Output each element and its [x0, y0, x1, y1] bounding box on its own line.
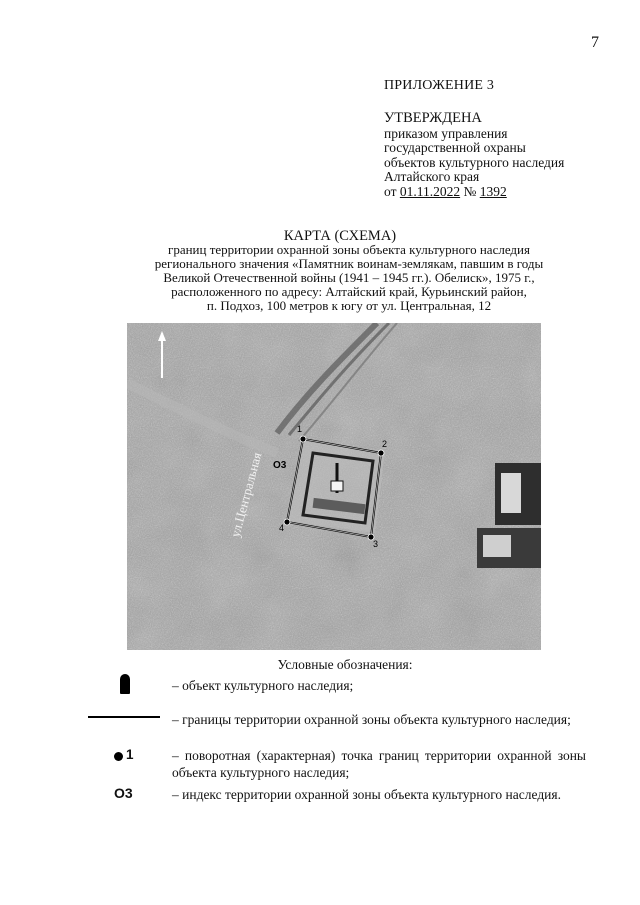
approval-line-3: объектов культурного наследия [384, 154, 565, 170]
subtitle-line-2: регионального значения «Памятник воинам-землякам, павшим в годы [154, 256, 544, 271]
turning-point-1 [300, 436, 306, 442]
point-label-2: 2 [382, 439, 388, 449]
approval-block [384, 111, 564, 199]
approval-line-4: Алтайского края [384, 169, 480, 184]
document-title: КАРТА (СХЕМА) [283, 228, 397, 244]
satellite-map [127, 323, 541, 650]
approval-date: 01.11.2022 [399, 183, 461, 199]
subtitle-line-3: Великой Отечественной войны (1941 – 1945 гг.). Обелиск», 1975 г., [163, 270, 535, 285]
appendix-label: ПРИЛОЖЕНИЕ 3 [384, 78, 495, 93]
monument-base [331, 481, 343, 491]
street-label: ул.Центральная [227, 450, 265, 539]
approval-date-line [384, 185, 564, 200]
legend-item-object: – объект культурного наследия; [172, 678, 354, 693]
zone-index-symbol: О3 [114, 785, 133, 801]
subtitle-line-1: границ территории охранной зоны объекта культурного наследия [167, 242, 530, 257]
point-label-4: 4 [279, 523, 285, 533]
number-label: № [463, 183, 477, 199]
document-subtitle [118, 243, 580, 313]
point-label-1: 1 [297, 424, 303, 434]
subtitle-line-5: п. Подхоз, 100 метров к югу от ул. Центральная, 12 [206, 298, 492, 313]
turning-point-4 [284, 519, 290, 525]
legend-title: Условные обозначения: [277, 657, 413, 672]
legend-item-boundary: – границы территории охранной зоны объекта культурного наследия; [172, 712, 571, 727]
legend-item-zone-index: – индекс территории охранной зоны объекта культурного наследия. [172, 787, 561, 802]
turning-point-symbol-label: 1 [126, 747, 134, 762]
object-marker-icon [120, 674, 130, 694]
from-label: от [384, 183, 397, 199]
approval-number: 1392 [479, 183, 507, 199]
point-label-3: 3 [373, 539, 379, 549]
building-1-roof [501, 473, 521, 513]
approval-heading: УТВЕРЖДЕНА [384, 110, 482, 126]
page-number: 7 [591, 34, 599, 51]
zone-index-label: О3 [273, 460, 287, 471]
approval-line-2: государственной охраны [384, 140, 526, 155]
turning-point-2 [378, 450, 384, 456]
boundary-line-icon [88, 716, 160, 718]
turning-point-icon [114, 752, 123, 761]
subtitle-line-4: расположенного по адресу: Алтайский край, Курьинский район, [171, 284, 527, 299]
legend-item-turning-point: – поворотная (характерная) точка границ территории охранной зоны объекта культурного наследия; [172, 748, 586, 780]
approval-line-1: приказом управления [384, 125, 508, 141]
building-2-roof [483, 535, 511, 557]
